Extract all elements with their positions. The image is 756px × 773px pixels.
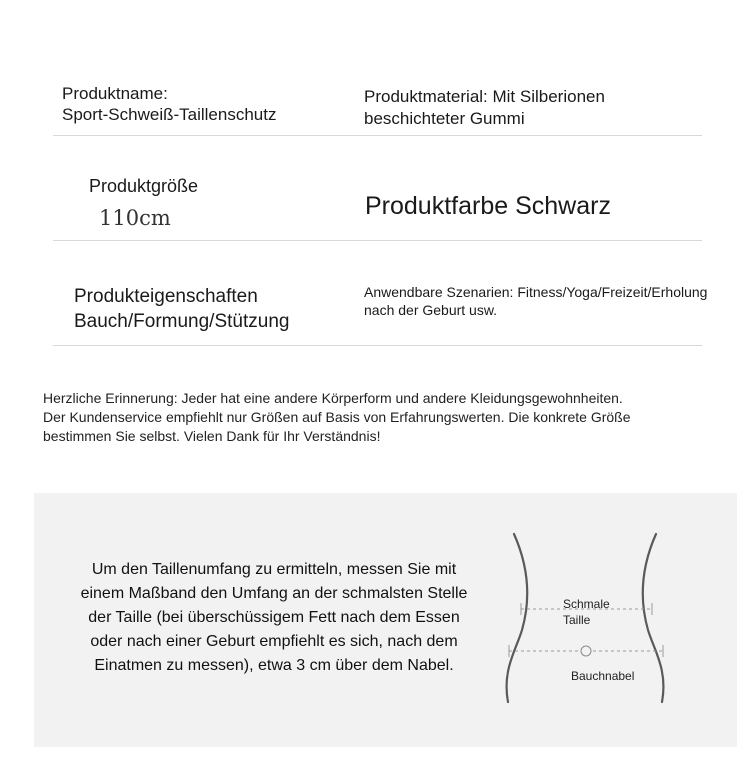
product-size-value: 110cm [99, 206, 171, 230]
measure-line4: oder nach einer Geburt empfiehlt es sich, nach dem [90, 633, 458, 650]
waist-label-line1: Schmale [563, 597, 610, 611]
waist-label-line2: Taille [563, 613, 591, 627]
product-color: Produktfarbe Schwarz [365, 192, 611, 220]
product-material-line1: Produktmaterial: Mit Silberionen [364, 87, 605, 106]
table-divider-2 [53, 240, 702, 241]
size-notice [43, 389, 743, 446]
product-properties-value: Bauch/Formung/Stützung [74, 311, 290, 332]
product-material-line2: beschichteter Gummi [364, 109, 525, 128]
product-name-label: Produktname: [62, 84, 168, 103]
product-size-label: Produktgröße [89, 176, 199, 196]
waist-label [563, 596, 610, 628]
notice-line3: bestimmen Sie selbst. Vielen Dank für Ihr Verständnis! [43, 428, 381, 444]
notice-line2: Der Kundenservice empfiehlt nur Größen auf Basis von Erfahrungswerten. Die konkrete Größe [43, 409, 631, 425]
product-properties-label: Produkteigenschaften [74, 286, 258, 307]
product-name-value: Sport-Schweiß-Taillenschutz [62, 105, 277, 124]
measurement-instructions [48, 558, 500, 678]
measure-line3: der Taille (bei überschüssigem Fett nach dem Essen [88, 609, 460, 626]
table-divider-1 [53, 135, 702, 136]
notice-line1: Herzliche Erinnerung: Jeder hat eine andere Körperform und andere Kleidungsgewohnheiten. [43, 390, 623, 406]
navel-label: Bauchnabel [571, 669, 635, 683]
scenarios-line1: Anwendbare Szenarien: Fitness/Yoga/Freizeit/Erholung [364, 284, 708, 300]
measure-line1: Um den Taillenumfang zu ermitteln, messen Sie mit [91, 561, 457, 578]
torso-right-contour [643, 534, 664, 702]
measure-line2: einem Maßband den Umfang an der schmalsten Stelle [80, 585, 468, 602]
measure-line5: Einatmen zu messen), etwa 3 cm über dem Nabel. [94, 657, 454, 674]
navel-marker [581, 646, 591, 656]
table-divider-3 [53, 345, 702, 346]
scenarios-line2: nach der Geburt usw. [364, 302, 498, 318]
torso-left-contour [507, 534, 528, 702]
